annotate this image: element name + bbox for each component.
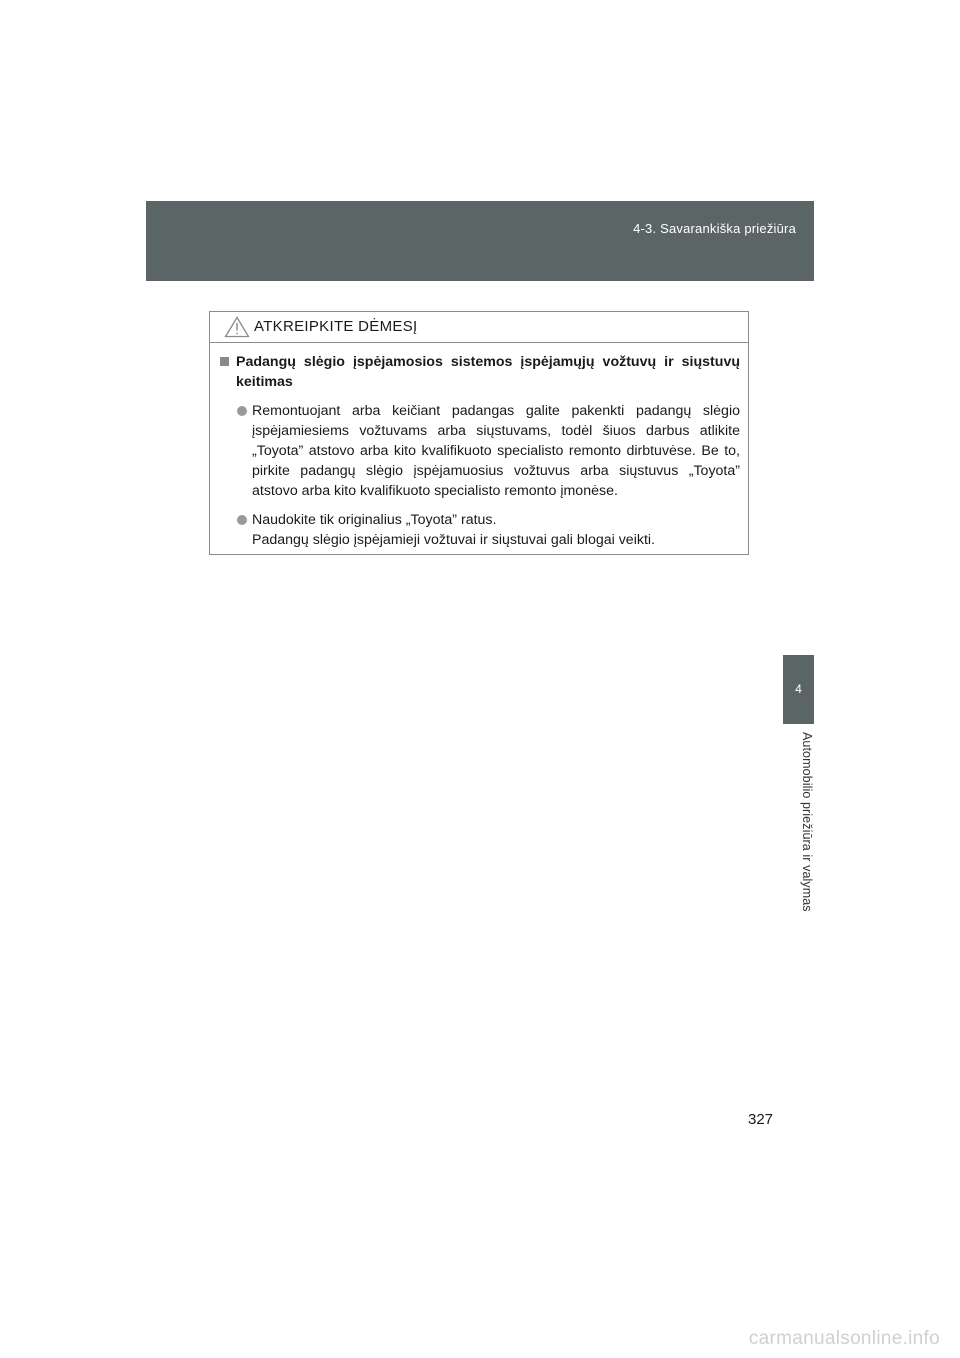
list-item-text xyxy=(252,510,740,550)
watermark: carmanualsonline.info xyxy=(748,1328,940,1349)
chapter-title: Automobilio priežiūra ir valymas xyxy=(800,732,814,912)
caution-box xyxy=(209,311,749,555)
section-title: 4-3. Savarankiška priežiūra xyxy=(633,221,796,236)
caution-topic-text: Padangų slėgio įspėjamosios sistemos įspėjamųjų vožtuvų ir siųstuvų keitimas xyxy=(236,354,740,390)
list-item-line: Padangų slėgio įspėjamieji vožtuvai ir siųstuvai gali blogai veikti. xyxy=(252,532,655,548)
square-bullet-icon xyxy=(220,357,229,366)
list-item-line: Naudokite tik originalius „Toyota” ratus. xyxy=(252,512,497,528)
page-number: 327 xyxy=(748,1111,774,1128)
header-band xyxy=(146,201,814,281)
caution-topic xyxy=(218,352,740,392)
warning-triangle-icon xyxy=(224,316,250,338)
caution-title: ATKREIPKITE DĖMESĮ xyxy=(254,318,418,335)
list-item xyxy=(218,401,740,501)
circle-bullet-icon xyxy=(237,515,247,525)
list-item xyxy=(218,510,740,550)
caution-body xyxy=(210,343,748,550)
list-item-text: Remontuojant arba keičiant padangas galite pakenkti padangų slėgio įspėjamiesiems vožtuvams arba siųstuvams, todėl šiuos darbus atlikite „Toyota” atstovo arba kito kvalifikuoto specialisto remonto dirbtuvėse. Be to, pirkite padangų slėgio įspėjamuosius vožtuvus arba siųstuvus „Toyota” atstovo arba kito kvalifikuoto specialisto remonto įmonėse. xyxy=(252,403,740,499)
caution-header xyxy=(210,312,748,343)
chapter-tab: 4 xyxy=(783,655,814,724)
circle-bullet-icon xyxy=(237,406,247,416)
